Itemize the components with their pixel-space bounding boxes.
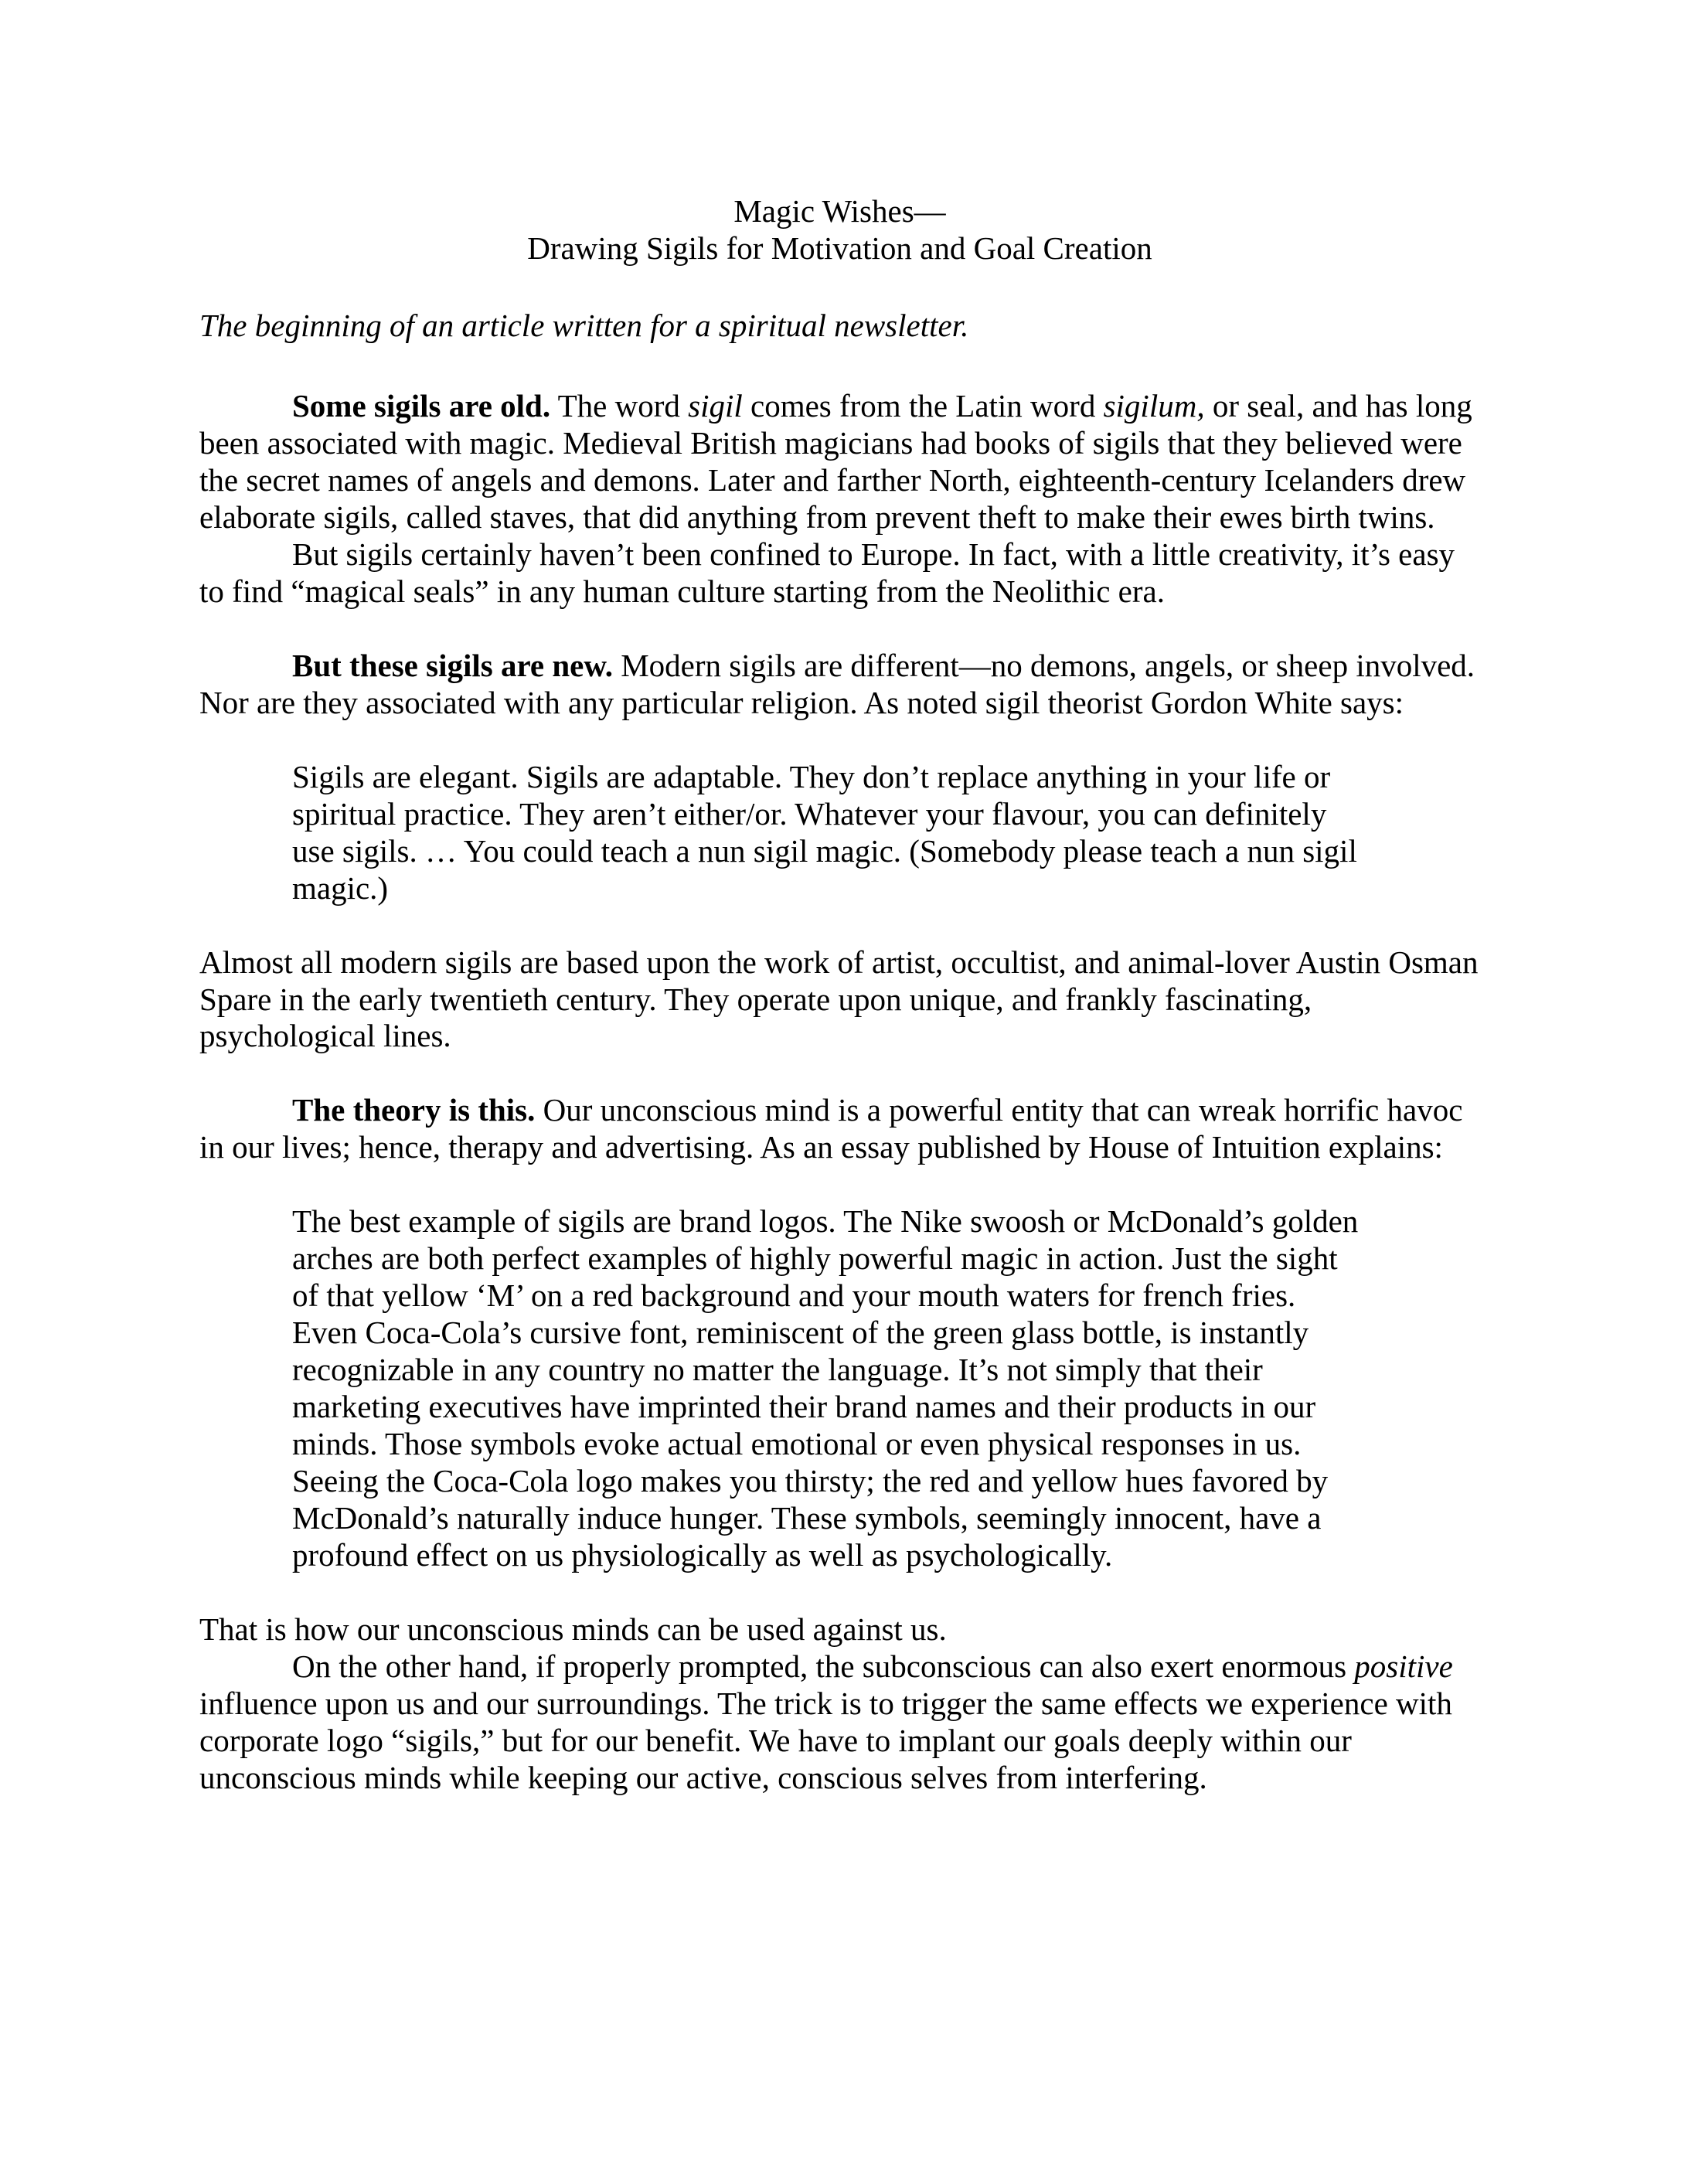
paragraph-text: Our unconscious mind is a powerful entity that can wreak horrific havoc in our lives; hence, therapy and advertising. As an essay published by House of Intuition explains: [199,1092,1463,1165]
paragraph-on-the-other-hand [199,1648,1480,1797]
paragraph-that-is-how: That is how our unconscious minds can be used against us. [199,1611,947,1648]
paragraph-text: Modern sigils are different—no demons, angels, or sheep involved. Nor are they associated with any particular religion. As noted sigil theorist Gordon White says: [199,647,1475,720]
document-body [199,193,1480,1797]
blockquote-text: Sigils are elegant. Sigils are adaptable. They don’t replace anything in your life or spiritual practice. They aren’t either/or. Whatever your flavour, you can definitely use sigils. … You could teach a nun sigil magic. (Somebody please teach a nun sigil magic.) [292,758,1357,906]
paragraph-text: On the other hand, if properly prompted, the subconscious can also exert enormous [292,1648,1355,1685]
paragraph-lead-in: But these sigils are new. [292,647,613,683]
document-title [199,193,1480,267]
paragraph-austin-osman-spare: Almost all modern sigils are based upon the work of artist, occultist, and animal-lover Austin Osman Spare in the early twentieth century. They operate upon unique, and frankly fascinating, psychological lines. [199,944,1479,1054]
italic-term-sigilum: sigilum, [1103,387,1205,424]
paragraph-text: comes from the Latin word [742,387,1104,424]
italic-term-positive: positive [1354,1648,1453,1685]
paragraph-lead-in: The theory is this. [292,1092,536,1128]
title-line-1: Magic Wishes— [733,193,946,229]
blockquote-house-of-intuition [199,1203,1359,1574]
title-line-2: Drawing Sigils for Motivation and Goal Creation [527,230,1152,266]
paragraph-text: influence upon us and our surroundings. The trick is to trigger the same effects we experience with corporate logo “sigils,” but for our benefit. We have to implant our goals deeply within our unconscious minds while keeping our active, conscious selves from interfering. [199,1686,1452,1795]
paragraph-lead-in: Some sigils are old. [292,387,551,424]
paragraph-text: The word [550,387,689,424]
italic-term-sigil: sigil [688,387,743,424]
paragraph-some-sigils-are-old [199,388,1480,536]
paragraph-text: or seal, and has long been associated with magic. Medieval British magicians had books of sigils that they believed were the secret names of angels and demons. Later and farther North, eighteenth-century Icelanders drew elaborate sigils, called staves, that did anything from prevent theft to make their ewes birth twins. [199,387,1472,535]
blockquote-text: The best example of sigils are brand logos. The Nike swoosh or McDonald’s golden arches are both perfect examples of highly powerful magic in action. Just the sight of that yellow ‘M’ on a red background and your mouth waters for french fries. Even Coca-Cola’s cursive font, reminiscent of the green glass bottle, is instantly recognizable in any country no matter the language. It’s not simply that their marketing executives have imprinted their brand names and their products in our minds. Those symbols evoke actual emotional or even physical responses in us. Seeing the Coca-Cola logo makes you thirsty; the red and yellow hues favored by McDonald’s naturally induce hunger. These symbols, seemingly innocent, have a profound effect on us physiologically as well as psychologically. [292,1203,1359,1573]
paragraph-but-these-sigils-are-new [199,648,1480,722]
document-subtitle: The beginning of an article written for a spiritual newsletter. [199,307,969,343]
paragraph-the-theory-is-this [199,1092,1480,1166]
paragraph-but-sigils-certainly: But sigils certainly haven’t been confined to Europe. In fact, with a little creativity, it’s easy to find “magical seals” in any human culture starting from the Neolithic era. [199,536,1455,609]
blockquote-gordon-white [199,759,1359,907]
